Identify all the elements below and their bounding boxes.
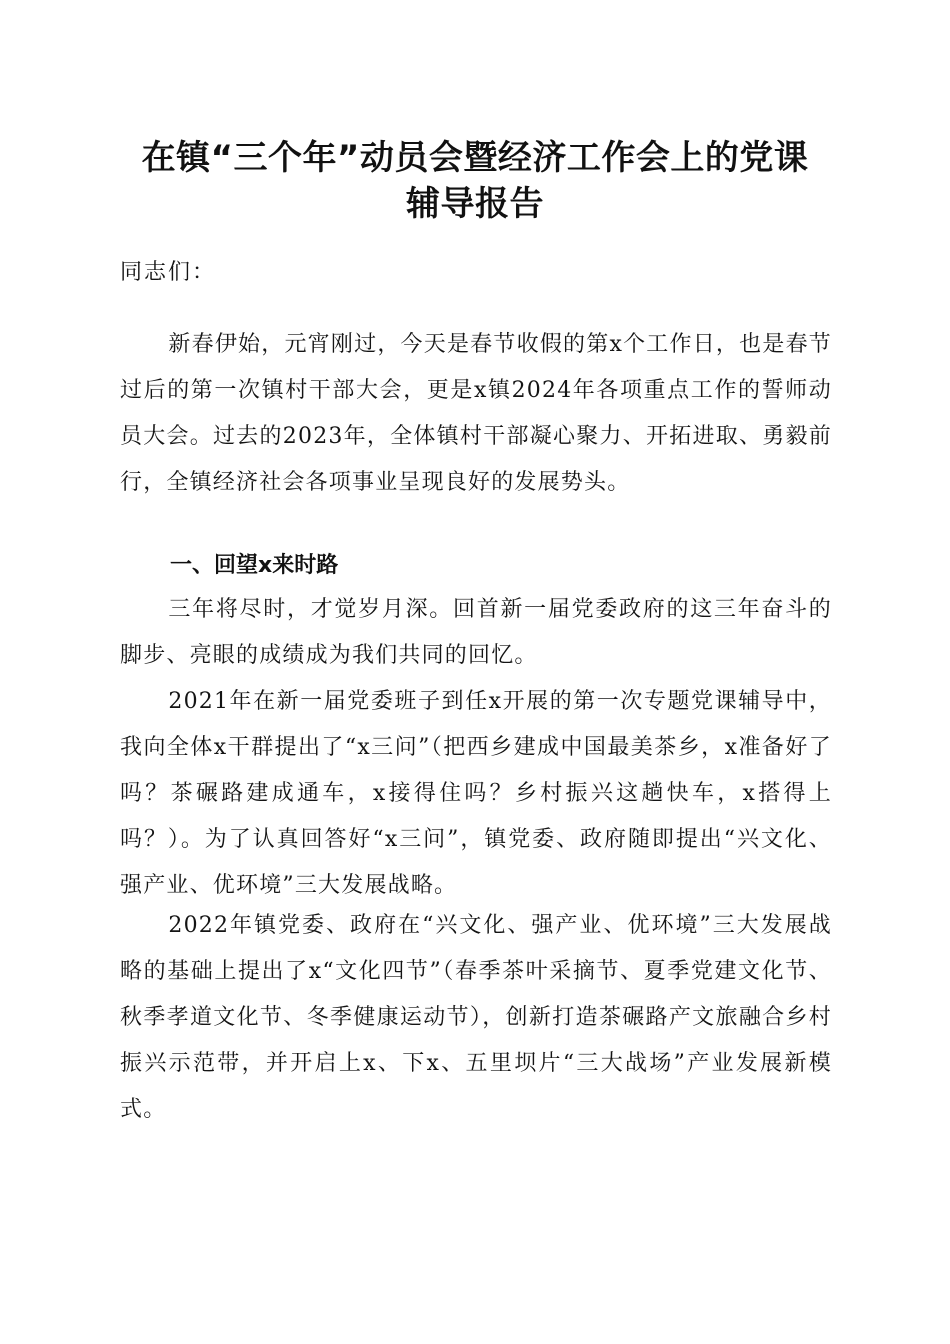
paragraph-text: 2022年镇党委、政府在“兴文化、强产业、优环境”三大发展战略的基础上提出了x“文化四节”（春季茶叶采摘节、夏季党建文化节、秋季孝道文化节、冬季健康运动节），创新打造茶碾路产文旅融合乡村振兴示范带，并开启上x、下x、五里坝片“三大战场”产业发展新模式。 xyxy=(120,913,832,1122)
document-title-line-2: 辅导报告 xyxy=(406,184,544,224)
paragraph-text: 2021年在新一届党委班子到任x开展的第一次专题党课辅导中，我向全体x干群提出了“x三问”（把西乡建成中国最美茶乡，x准备好了吗？茶碾路建成通车，x接得住吗？乡村振兴这趟快车，x搭得上吗？）。为了认真回答好“x三问”，镇党委、政府随即提出“兴文化、强产业、优环境”三大发展战略。 xyxy=(120,689,832,898)
paragraph-text: 新春伊始，元宵刚过，今天是春节收假的第x个工作日，也是春节过后的第一次镇村干部大会，更是x镇2024年各项重点工作的誓师动员大会。过去的2023年，全体镇村干部凝心聚力、开拓进取、勇毅前行，全镇经济社会各项事业呈现良好的发展势头。 xyxy=(120,332,832,495)
salutation: 同志们： xyxy=(120,260,217,285)
section1-paragraph-1 xyxy=(120,587,832,679)
intro-paragraph xyxy=(120,322,832,506)
paragraph-text: 三年将尽时，才觉岁月深。回首新一届党委政府的这三年奋斗的脚步、亮眼的成绩成为我们共同的回忆。 xyxy=(120,597,832,668)
document-title-line-1: 在镇“三个年”动员会暨经济工作会上的党课 xyxy=(141,138,809,178)
section1-paragraph-3 xyxy=(120,903,832,1133)
section-heading-1: 一、回望x来时路 xyxy=(170,553,339,578)
section1-paragraph-2 xyxy=(120,679,832,909)
